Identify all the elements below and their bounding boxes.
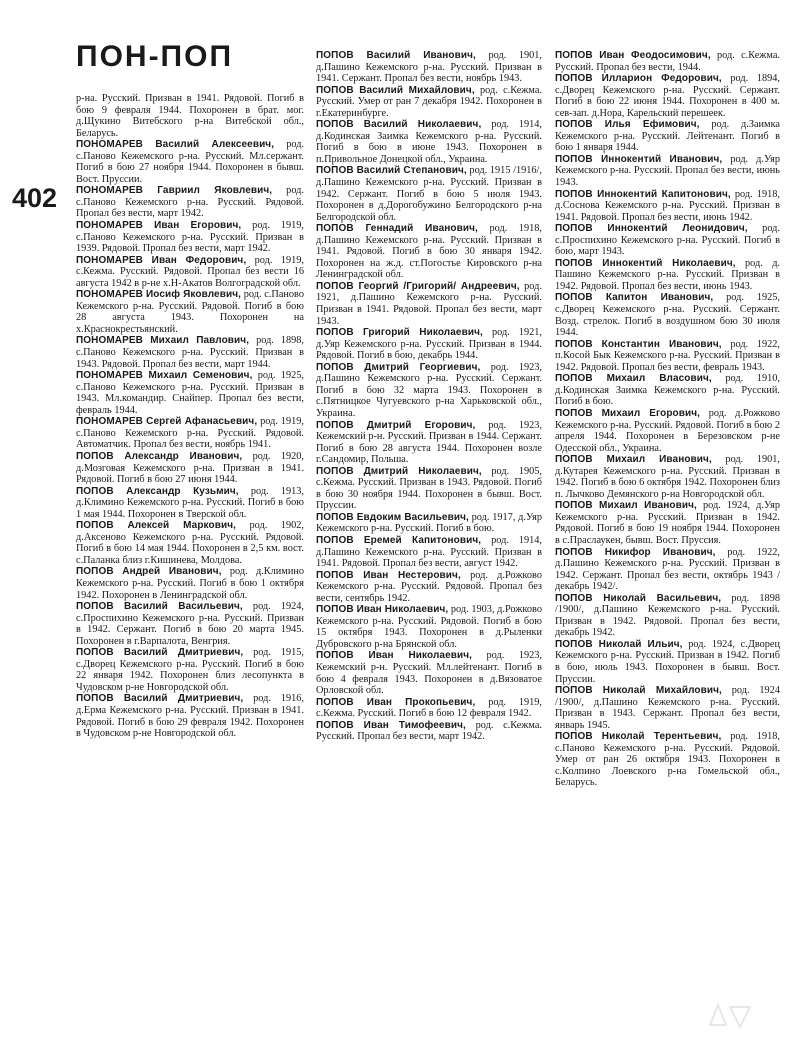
- entry: [76, 370, 304, 416]
- entry: [76, 139, 304, 185]
- entry: [555, 639, 780, 685]
- entry-text: род. с.Паново Кежемского р-на. Русский. Мл.сержант. Погиб в бою 27 ноября 1944. Похоронен в бывш. Вост. Пруссии.: [76, 139, 305, 185]
- entry-name: ПОПОВ Василий Дмитриевич,: [76, 693, 244, 705]
- entry-text: род. 1903, д.Рожково Кежемского р-на. Русский. Рядовой. Погиб в бою 15 октября 1943. Похоронен в д.Рыленки Дубровского р-на Брянской обл.: [316, 604, 542, 650]
- entry-text: род. д.Климино Кежемского р-на. Русский. Погиб в бою 1 октября 1942. Похоронен в Ленинградской обл.: [76, 566, 304, 601]
- running-head-title: ПОН-ПОП: [76, 40, 234, 73]
- entry-text: род. с.Кежма. Русский. Умер от ран 7 декабря 1942. Похоронен в г.Екатеринбурге.: [316, 84, 542, 119]
- entry-text: род. 1918, д.Соснова Кежемского р-на. Русский. Призван в 1941. Рядовой. Пропал без вести, июнь 1942.: [555, 188, 780, 223]
- entry-text: род. 1924, д.Уяр Кежемского р-на. Русский. Призван в 1942. Рядовой. Погиб в бою 19 ноября 1944. Похоронен в с.Праслаукен, бывш. Вост. Пруссия.: [555, 500, 780, 546]
- entry-text: род. 1919, с.Кежма. Русский. Рядовой. Пропал без вести 16 августа 1942 в р-не х.Н-Акатов Волгоградской обл.: [76, 254, 304, 289]
- entry-text: род. 1922, п.Косой Бык Кежемского р-на. Русский. Призван в 1942. Рядовой. Пропал без вести, февраль 1943.: [555, 338, 781, 373]
- entry-text: род. д.Заимка Кежемского р-на. Русский. Лейтенант. Погиб в бою 1 января 1944.: [555, 119, 780, 154]
- entry-name: ПОНОМАРЕВ Василий Алексеевич,: [76, 139, 275, 151]
- entry-name: ПОПОВ Василий Дмитриевич,: [76, 647, 244, 659]
- entry: [316, 223, 542, 281]
- entry-text: род. 1924, с.Проспихино Кежемского р-на. Русский. Призван в 1942. Сержант. Погиб в бою 20 марта 1945. Похоронен в г.Варпалота, Венгрия.: [76, 601, 304, 647]
- entry-name: ПОПОВ Капитон Иванович,: [555, 292, 714, 304]
- page-number: 402: [12, 183, 58, 213]
- entry-name: ПОПОВ Василий Васильевич,: [76, 601, 243, 613]
- entry-name: ПОПОВ Еремей Капитонович,: [316, 534, 482, 546]
- watermark-star-icon: [700, 997, 760, 1031]
- entry: [555, 408, 780, 454]
- entry: [555, 154, 780, 189]
- entry-text: род. 1902, д.Аксеново Кежемского р-на. Русский. Рядовой. Погиб в бою 14 мая 1944. Похоронен в 2,5 км. вост. с.Паланка близ г.Кишинева, Молдова.: [76, 520, 305, 566]
- entry: [316, 604, 542, 650]
- entry: [316, 420, 542, 466]
- entry-name: ПОПОВ Иван Николаевич,: [316, 604, 449, 616]
- entry-name: ПОПОВ Иван Николаевич,: [316, 650, 473, 662]
- entry: [316, 466, 542, 512]
- entry-text: род. 1924, с.Дворец Кежемского р-на. Русский. Призван в 1942. Погиб в бою, июль 1943. Похоронен в бывш. Вост. Пруссии.: [555, 638, 781, 685]
- entry-text: род. 1925, с.Дворец Кежемского р-на. Русский. Сержант. Возд. стрелок. Погиб в воздушном бою 30 июля 1944.: [555, 292, 781, 339]
- entry-name: ПОПОВ Андрей Иванович,: [76, 566, 222, 578]
- entry-name: ПОПОВ Николай Ильич,: [555, 638, 683, 650]
- entry: [316, 165, 542, 223]
- entry: [76, 647, 304, 693]
- entry: [76, 93, 304, 139]
- entry-text: род. 1921, д.Уяр Кежемского р-на. Русский. Призван в 1944. Рядовой. Погиб в бою, декабрь 1944.: [316, 327, 542, 362]
- entry-name: ПОПОВ Илья Ефимович,: [555, 119, 700, 131]
- entry-text: род. 1920, д.Мозговая Кежемского р-на. Призван в 1941. Рядовой. Погиб в бою 27 июня 1944.: [76, 450, 305, 486]
- entry-name: ПОПОВ Василий Степанович,: [316, 165, 467, 177]
- entry: [76, 601, 304, 647]
- entry: [555, 500, 780, 546]
- entry-text: род. 1924 /1900/, д.Пашино Кежемского р-на. Русский. Призван в 1943. Сержант. Пропал без вести, январь 1945.: [555, 685, 781, 731]
- entry-name: ПОПОВ Михаил Власович,: [555, 373, 712, 385]
- entry: [555, 73, 780, 119]
- entry-name: ПОПОВ Александр Кузьмич,: [76, 485, 239, 497]
- entry: [316, 119, 542, 165]
- entry-name: ПОНОМАРЕВ Иосиф Яковлевич,: [76, 289, 241, 301]
- column-2: [316, 50, 542, 743]
- entry-name: ПОПОВ Константин Иванович,: [555, 338, 722, 350]
- entry-name: ПОПОВ Александр Иванович,: [76, 450, 243, 462]
- entry: [76, 335, 304, 370]
- entry-name: ПОПОВ Евдоким Васильевич,: [316, 511, 469, 523]
- entry-name: ПОПОВ Василий Михайлович,: [316, 84, 475, 96]
- entry-name: ПОПОВ Михаил Иванович,: [555, 500, 697, 512]
- entry-text: род. 1913, д.Климино Кежемского р-на. Русский. Погиб в бою 1 мая 1944. Похоронен в Тверской обл.: [76, 485, 305, 520]
- entry-name: ПОПОВ Иннокентий Иванович,: [555, 153, 723, 165]
- entry-text: род. 1923, Кежемский р-н. Русский. Призван в 1944. Сержант. Погиб в бою 28 августа 1944. Похоронен возле г.Сандомир, Польша.: [316, 419, 543, 466]
- entry: [555, 685, 780, 731]
- entry: [316, 512, 542, 535]
- entry: [76, 520, 304, 566]
- entry-name: ПОПОВ Георгий /Григорий/ Андреевич,: [316, 280, 520, 292]
- entry: [555, 189, 780, 224]
- entry-text: род. с.Кежма. Русский. Пропал без вести, март 1942.: [316, 719, 542, 743]
- entry-text: род. д.Рожково Кежемского р-на. Русский. Рядовой. Пропал без вести, сентябрь 1942.: [316, 569, 542, 604]
- entry-text: род. с.Проспихино Кежемского р-на. Русский. Погиб в бою, март 1943.: [555, 223, 780, 258]
- entry-name: ПОПОВ Михаил Егорович,: [555, 407, 701, 419]
- entry: [316, 570, 542, 605]
- entry: [316, 281, 542, 327]
- entry-text: род. 1916, д.Ерма Кежемского р-на. Русский. Призван в 1941. Рядовой. Погиб в бою 29 февраля 1942. Похоронен в Чудовском р-не Новгородской обл.: [76, 693, 304, 740]
- entry: [316, 327, 542, 362]
- entry-name: ПОПОВ Геннадий Иванович,: [316, 223, 478, 235]
- entry: [76, 693, 304, 739]
- entry-name: ПОПОВ Иван Нестерович,: [316, 569, 461, 581]
- entry: [555, 593, 780, 639]
- entry: [76, 566, 304, 601]
- entry: [555, 50, 780, 73]
- entry-text: род. 1923, Кежемский р-н. Русский. Мл.лейтенант. Погиб в бою 4 февраля 1943. Похоронен в д.Вязоватое Орловской обл.: [316, 650, 542, 697]
- entry: [555, 258, 780, 293]
- entry-name: ПОПОВ Илларион Федорович,: [555, 73, 722, 85]
- entry-name: ПОПОВ Николай Михайлович,: [555, 685, 722, 697]
- entry: [76, 255, 304, 290]
- entry-name: ПОПОВ Иван Феодосимович,: [555, 50, 711, 61]
- entry-text: род. 1914, д.Пашино Кежемского р-на. Русский. Призван в 1941. Рядовой. Пропал без вести, август 1942.: [316, 534, 542, 570]
- entry-name: ПОПОВ Иван Прокопьевич,: [316, 696, 476, 708]
- entry-name: ПОПОВ Дмитрий Георгиевич,: [316, 361, 481, 373]
- entry-text: род. 1918, с.Паново Кежемского р-на. Русский. Рядовой. Умер от ран 26 октября 1943. Похоронен в с.Колпино Лоевского р-на Гомельской обл., Беларусь.: [555, 731, 780, 789]
- entry: [555, 119, 780, 154]
- entry-name: ПОНОМАРЕВ Иван Федорович,: [76, 254, 247, 266]
- entry-text: род. 1914, д.Кодинская Заимка Кежемского р-на. Русский. Погиб в бою в июне 1943. Похоронен в п.Привольное Донецкой обл., Украина.: [316, 119, 543, 165]
- column-1: [76, 93, 304, 740]
- entry: [555, 547, 780, 593]
- entry-text: род. д.Рожково Кежемского р-на. Русский. Рядовой. Погиб в бою 2 апреля 1944. Похоронен в Березовском р-не Одесской обл., Украина.: [555, 407, 780, 454]
- entry-text: род. д.Уяр Кежемского р-на. Русский. Пропал без вести, июнь 1943.: [555, 153, 781, 189]
- entry: [316, 697, 542, 720]
- entry-text: род. 1898 /1900/, д.Пашино Кежемского р-на. Русский. Призван в 1942. Рядовой. Пропал без вести, декабрь 1942.: [555, 592, 780, 639]
- entry: [555, 731, 780, 789]
- entry-text: род. 1901, д.Кутарея Кежемского р-на. Русский. Призван в 1942. Погиб в бою 6 октября 1942. Похоронен близ п. Лычково Демянского р-на Новгородской обл.: [555, 454, 780, 500]
- entry-text: род. 1918, д.Пашино Кежемского р-на. Русский. Призван в 1941. Рядовой. Погиб в бою 30 января 1942. Похоронен на ж.д. ст.Погостье Кировского р-на Ленинградской обл.: [316, 223, 542, 281]
- entry-text: род. 1919, с.Паново Кежемского р-на. Русский. Призван в 1939. Рядовой. Пропал без вести, март 1942.: [76, 220, 305, 255]
- entry-name: ПОНОМАРЕВ Михаил Павлович,: [76, 335, 250, 347]
- entry-name: ПОПОВ Иван Тимофеевич,: [316, 719, 466, 731]
- entry-text: род. 1910, д.Кодинская Заимка Кежемского р-на. Русский. Погиб в бою.: [555, 373, 781, 408]
- entry-text: род. 1919, с.Паново Кежемского р-на. Русский. Рядовой. Автоматчик. Пропал без вести, ноябрь 1941.: [76, 416, 304, 451]
- entry-name: ПОНОМАРЕВ Иван Егорович,: [76, 220, 242, 232]
- entry: [76, 451, 304, 486]
- entry-name: ПОПОВ Григорий Николаевич,: [316, 327, 483, 339]
- entry-name: ПОНОМАРЕВ Гавриил Яковлевич,: [76, 185, 273, 197]
- entry-name: ПОПОВ Алексей Маркович,: [76, 520, 236, 532]
- entry: [316, 50, 542, 85]
- entry: [76, 185, 304, 220]
- entry-name: ПОПОВ Николай Терентьевич,: [555, 731, 722, 743]
- entry-name: ПОПОВ Василий Иванович,: [316, 50, 476, 61]
- entry-text: род. 1917, д.Уяр Кежемского р-на. Русский. Погиб в бою.: [316, 511, 542, 535]
- entry-text: род. 1921, д.Пашино Кежемского р-на. Русский. Призван в 1941. Рядовой. Пропал без вести, март 1943.: [316, 280, 542, 327]
- entry-text: род. с.Паново Кежемского р-на. Русский. Рядовой. Погиб в бою 28 августа 1943. Похоронен на х.Краснокрестьянский.: [76, 289, 304, 335]
- entry-name: ПОПОВ Николай Васильевич,: [555, 592, 722, 604]
- entry-name: ПОПОВ Василий Николаевич,: [316, 119, 482, 131]
- entry: [316, 535, 542, 570]
- entry-name: ПОПОВ Иннокентий Николаевич,: [555, 257, 736, 269]
- entry: [316, 362, 542, 420]
- entry-text: род. 1915 /1916/, д.Пашино Кежемского р-на. Русский. Призван в 1942. Сержант. Погиб в бою 5 июля 1943. Похоронен в д.Дорогобужино Белгородского р-на Белгородской обл.: [316, 165, 542, 223]
- entry: [76, 486, 304, 521]
- entry-text: род. 1922, д.Пашино Кежемского р-на. Русский. Призван в 1942. Сержант. Пропал без вести, октябрь 1943 /декабрь 1942/.: [555, 546, 780, 593]
- entry: [555, 373, 780, 408]
- entry: [76, 220, 304, 255]
- entry-name: ПОПОВ Дмитрий Николаевич,: [316, 465, 482, 477]
- entry: [555, 454, 780, 500]
- entry: [316, 650, 542, 696]
- entry-text: род. 1898, с.Паново Кежемского р-на. Русский. Призван в 1943. Рядовой. Пропал без вести, март 1944.: [76, 335, 305, 370]
- entry-text: род. 1905, с.Кежма. Русский. Призван в 1943. Рядовой. Погиб в бою 30 ноября 1944. Похоронен в бывш. Вост. Пруссии.: [316, 465, 543, 512]
- entry-name: ПОПОВ Иннокентий Леонидович,: [555, 223, 748, 235]
- entry-text: род. 1901, д.Пашино Кежемского р-на. Русский. Призван в 1941. Сержант. Пропал без вести, ноябрь 1943.: [316, 50, 543, 85]
- entry-text: род. 1894, с.Дворец Кежемского р-на. Русский. Сержант. Погиб в бою 22 июня 1944. Похоронен в 400 м. сев-зап. д.Нора, Карельский перешеек.: [555, 73, 780, 119]
- entry-text: род. с.Паново Кежемского р-на. Русский. Рядовой. Пропал без вести, март 1942.: [76, 185, 304, 220]
- column-3: [555, 50, 780, 789]
- entry: [316, 85, 542, 120]
- entry-text: род. 1925, с.Паново Кежемского р-на. Русский. Призван в 1943. Мл.командир. Снайпер. Пропал без вести, февраль 1944.: [76, 370, 305, 416]
- entry-text: род. 1915, с.Дворец Кежемского р-на. Русский. Погиб в бою 22 января 1942. Похоронен близ лесопункта в Чудовском р-не Новгородской обл.: [76, 647, 304, 693]
- entry-name: ПОПОВ Никифор Иванович,: [555, 546, 716, 558]
- entry: [316, 720, 542, 743]
- entry: [76, 289, 304, 335]
- entry-name: ПОНОМАРЕВ Сергей Афанасьевич,: [76, 416, 258, 428]
- entry-name: ПОНОМАРЕВ Михаил Семенович,: [76, 370, 253, 382]
- entry-text: род. 1919, с.Кежма. Русский. Погиб в бою 12 февраля 1942.: [316, 696, 543, 720]
- entry-text: род. д. Пашино Кежемского р-на. Русский. Призван в 1942. Рядовой. Пропал без вести, июнь 1943.: [555, 257, 781, 292]
- entry: [76, 416, 304, 451]
- entry-name: ПОПОВ Михаил Иванович,: [555, 454, 712, 466]
- entry: [555, 223, 780, 258]
- entry-text: р-на. Русский. Призван в 1941. Рядовой. Погиб в бою 9 февраля 1944. Похоронен в брат. мог. д.Щукино Витебского р-на Витебской обл., Беларусь.: [76, 93, 304, 139]
- entry-name: ПОПОВ Дмитрий Егорович,: [316, 419, 476, 431]
- entry-name: ПОПОВ Иннокентий Капитонович,: [555, 188, 731, 200]
- entry: [555, 339, 780, 374]
- entry-text: род. 1923, д.Пашино Кежемского р-на. Русский. Сержант. Погиб в бою 32 марта 1943. Похоронен в с.Пятницкое Чугуевского р-на Харьковской обл., Украина.: [316, 361, 543, 419]
- entry-text: род. с.Кежма. Русский. Пропал без вести, 1944.: [555, 50, 780, 73]
- entry: [555, 292, 780, 338]
